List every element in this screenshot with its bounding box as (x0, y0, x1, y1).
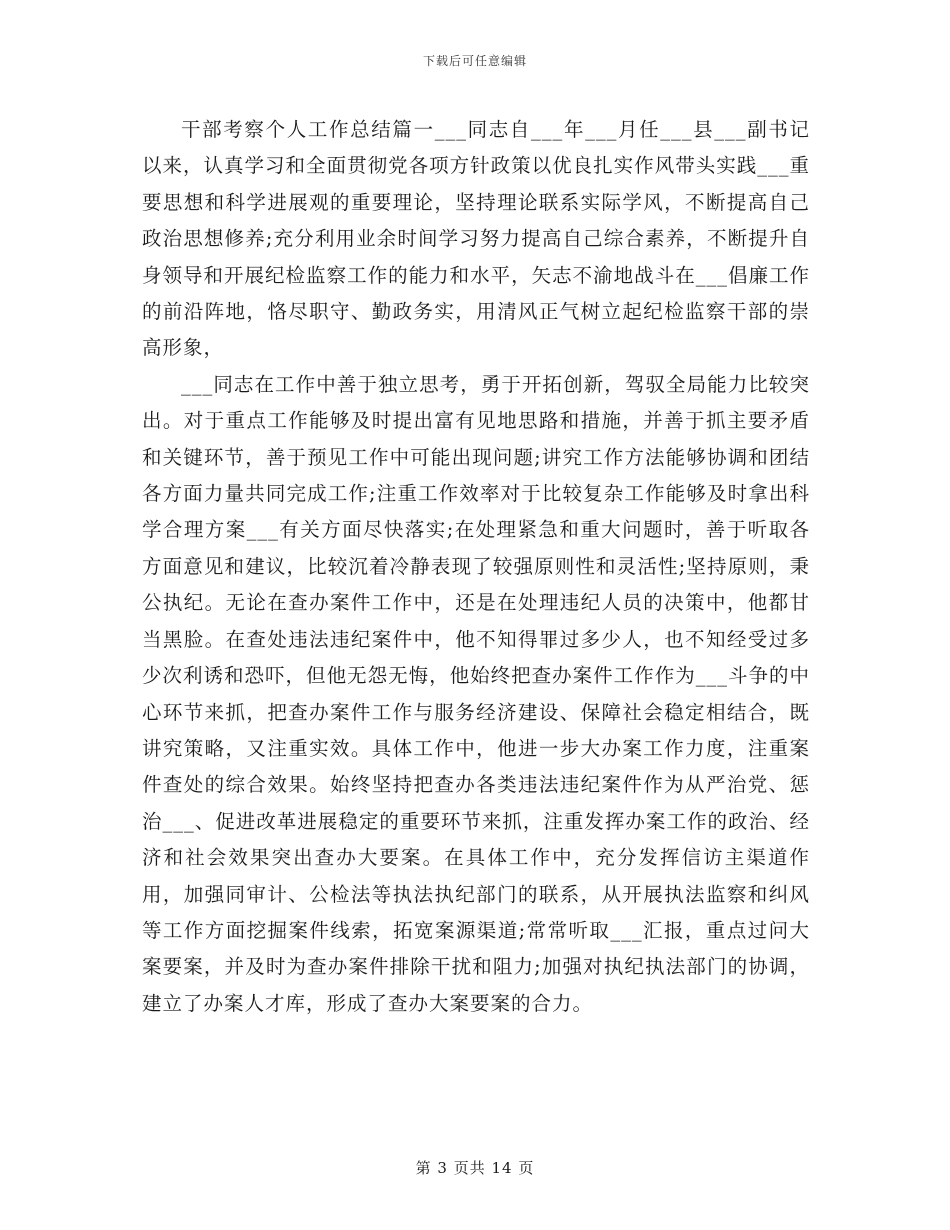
paragraph-2: ___同志在工作中善于独立思考，勇于开拓创新，驾驭全局能力比较突出。对于重点工作能够及时提出富有见地思路和措施，并善于抓主要矛盾和关键环节，善于预见工作中可能出现问题;讲究工作方法能够协调和团结各方面力量共同完成工作;注重工作效率对于比较复杂工作能够及时拿出科学合理方案___有关方面尽快落实;在处理紧急和重大问题时，善于听取各方面意见和建议，比较沉着冷静表现了较强原则性和灵活性;坚持原则，秉公执纪。无论在查办案件工作中，还是在处理违纪人员的决策中，他都甘当黑脸。在查处违法违纪案件中，他不知得罪过多少人，也不知经受过多少次利诱和恐吓，但他无怨无悔，他始终把查办案件工作作为___斗争的中心环节来抓，把查办案件工作与服务经济建设、保障社会稳定相结合，既讲究策略，又注重实效。具体工作中，他进一步大办案工作力度，注重案件查处的综合效果。始终坚持把查办各类违法违纪案件作为从严治党、惩治___、促进改革进展稳定的重要环节来抓，注重发挥办案工作的政治、经济和社会效果突出查办大要案。在具体工作中，充分发挥信访主渠道作用，加强同审计、公检法等执法执纪部门的联系，从开展执法监察和纠风等工作方面挖掘案件线索，拓宽案源渠道;常常听取___汇报，重点过问大案要案，并及时为查办案件排除干扰和阻力;加强对执纪执法部门的协调，建立了办案人才库，形成了查办大案要案的合力。 (142, 372, 810, 1015)
paragraph-1: 干部考察个人工作总结篇一___同志自___年___月任___县___副书记以来，认真学习和全面贯彻党各项方针政策以优良扎实作风带头实践___重要思想和科学进展观的重要理论，坚持理论联系实际学风，不断提高自己政治思想修养;充分利用业余时间学习努力提高自己综合素养，不断提升自身领导和开展纪检监察工作的能力和水平，矢志不渝地战斗在___倡廉工作的前沿阵地，恪尽职守、勤政务实，用清风正气树立起纪检监察干部的崇高形象， (142, 118, 810, 360)
header-note: 下载后可任意编辑 (422, 54, 527, 68)
page-number: 第 3 页共 14 页 (415, 1159, 535, 1177)
document-body (142, 112, 810, 1022)
